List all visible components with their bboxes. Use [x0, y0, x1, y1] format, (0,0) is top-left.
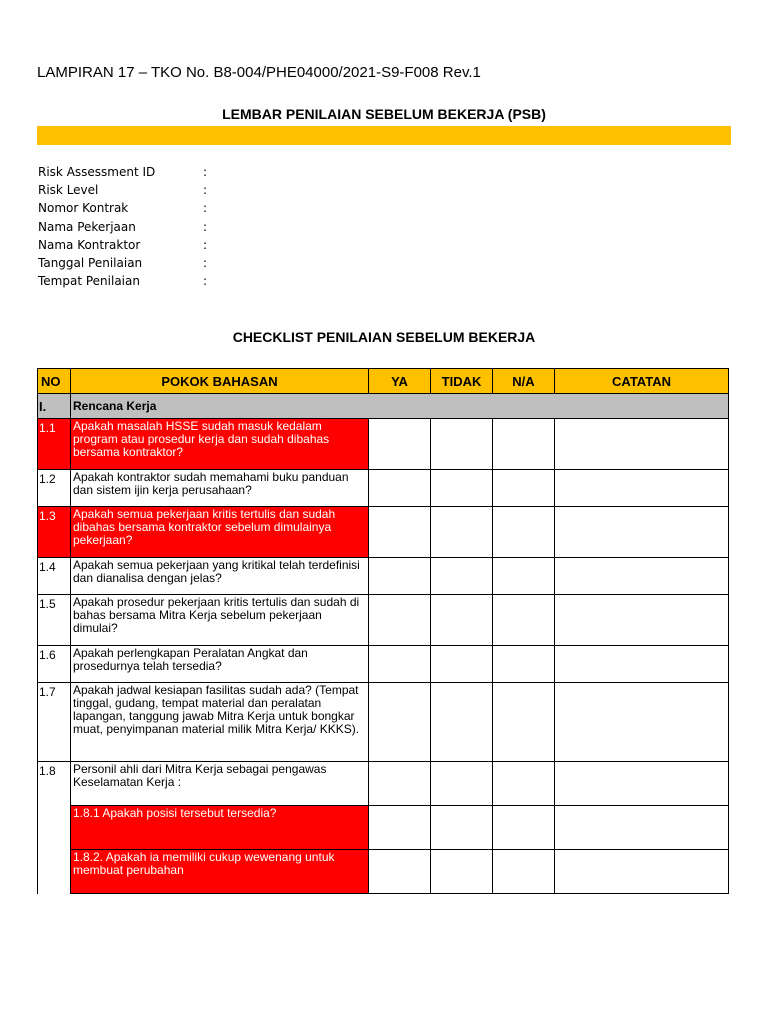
- column-header-ya: YA: [369, 369, 431, 394]
- table-row: [38, 595, 729, 646]
- item-number: 1.6: [38, 646, 71, 683]
- info-row-risk-level: [38, 181, 338, 199]
- info-colon: :: [203, 255, 208, 270]
- info-label: Tanggal Penilaian: [38, 255, 143, 270]
- checklist-table: [37, 368, 729, 894]
- item-number-blank: [38, 850, 71, 894]
- cell-tidak[interactable]: [431, 762, 493, 806]
- cell-catatan[interactable]: [555, 646, 729, 683]
- cell-catatan[interactable]: [555, 558, 729, 595]
- table-row: [38, 558, 729, 595]
- table-row: [38, 850, 729, 894]
- cell-ya[interactable]: [369, 419, 431, 470]
- cell-catatan[interactable]: [555, 470, 729, 507]
- cell-catatan[interactable]: [555, 419, 729, 470]
- document-reference: LAMPIRAN 17 – TKO No. B8-004/PHE04000/2021-S9-F008 Rev.1: [37, 64, 481, 81]
- cell-tidak[interactable]: [431, 595, 493, 646]
- cell-ya[interactable]: [369, 850, 431, 894]
- cell-na[interactable]: [493, 806, 555, 850]
- item-question: Apakah jadwal kesiapan fasilitas sudah ada? (Tempat tinggal, gudang, tempat material dan peralatan lapangan, tanggung jawab Mitra Kerja untuk bongkar muat, penyimpanan material milik Mitra Kerja/ KKKS).: [71, 683, 369, 762]
- cell-tidak[interactable]: [431, 850, 493, 894]
- info-colon: :: [203, 183, 208, 198]
- info-row-tempat-penilaian: [38, 272, 338, 290]
- cell-na[interactable]: [493, 595, 555, 646]
- item-question: Personil ahli dari Mitra Kerja sebagai pengawas Keselamatan Kerja :: [71, 762, 369, 806]
- cell-ya[interactable]: [369, 646, 431, 683]
- info-row-nama-kontraktor: [38, 236, 338, 254]
- cell-ya[interactable]: [369, 558, 431, 595]
- cell-catatan[interactable]: [555, 507, 729, 558]
- item-number: 1.5: [38, 595, 71, 646]
- title-highlight-bar: [37, 126, 731, 145]
- item-number: 1.8: [38, 762, 71, 806]
- info-colon: :: [203, 237, 208, 252]
- item-question: Apakah masalah HSSE sudah masuk kedalam program atau prosedur kerja dan sudah dibahas bersama kontraktor?: [71, 419, 369, 470]
- info-label: Risk Assessment ID: [38, 165, 156, 179]
- cell-ya[interactable]: [369, 507, 431, 558]
- item-number-blank: [38, 806, 71, 850]
- cell-na[interactable]: [493, 419, 555, 470]
- table-row: [38, 762, 729, 806]
- column-header-tidak: TIDAK: [431, 369, 493, 394]
- document-title: LEMBAR PENILAIAN SEBELUM BEKERJA (PSB): [222, 106, 546, 122]
- info-row-nomor-kontrak: [38, 199, 338, 217]
- cell-ya[interactable]: [369, 470, 431, 507]
- section-number: I.: [38, 394, 71, 419]
- cell-ya[interactable]: [369, 762, 431, 806]
- cell-tidak[interactable]: [431, 806, 493, 850]
- cell-tidak[interactable]: [431, 470, 493, 507]
- checklist-title: CHECKLIST PENILAIAN SEBELUM BEKERJA: [232, 329, 536, 345]
- cell-tidak[interactable]: [431, 683, 493, 762]
- info-row-tanggal-penilaian: [38, 254, 338, 272]
- info-colon: :: [203, 274, 208, 289]
- item-question: Apakah semua pekerjaan yang kritikal telah terdefinisi dan dianalisa dengan jelas?: [71, 558, 369, 595]
- column-header-catatan: CATATAN: [555, 369, 729, 394]
- item-number: 1.7: [38, 683, 71, 762]
- section-title: Rencana Kerja: [71, 394, 729, 419]
- cell-ya[interactable]: [369, 683, 431, 762]
- column-header-na: N/A: [493, 369, 555, 394]
- cell-na[interactable]: [493, 470, 555, 507]
- item-question: Apakah semua pekerjaan kritis tertulis dan sudah dibahas bersama kontraktor sebelum dimulainya pekerjaan?: [71, 507, 369, 558]
- cell-catatan[interactable]: [555, 595, 729, 646]
- info-label: Tempat Penilaian: [38, 274, 140, 289]
- subitem-question: 1.8.2. Apakah ia memiliki cukup wewenang untuk membuat perubahan: [71, 850, 369, 894]
- cell-na[interactable]: [493, 683, 555, 762]
- cell-na[interactable]: [493, 646, 555, 683]
- info-row-risk-assessment-id: [38, 163, 338, 181]
- assessment-info: [38, 163, 338, 290]
- table-row: [38, 419, 729, 470]
- info-label: Risk Level: [38, 183, 99, 198]
- item-question: Apakah kontraktor sudah memahami buku panduan dan sistem ijin kerja perusahaan?: [71, 470, 369, 507]
- cell-na[interactable]: [493, 850, 555, 894]
- table-row: [38, 507, 729, 558]
- column-header-no: NO: [38, 369, 71, 394]
- info-label: Nomor Kontrak: [38, 201, 129, 216]
- table-header-row: [38, 369, 729, 394]
- info-colon: :: [203, 201, 208, 216]
- table-row: [38, 470, 729, 507]
- cell-tidak[interactable]: [431, 558, 493, 595]
- info-colon: :: [203, 165, 208, 179]
- item-number: 1.2: [38, 470, 71, 507]
- item-number: 1.1: [38, 419, 71, 470]
- table-row: [38, 806, 729, 850]
- item-question: Apakah perlengkapan Peralatan Angkat dan prosedurnya telah tersedia?: [71, 646, 369, 683]
- item-number: 1.3: [38, 507, 71, 558]
- cell-tidak[interactable]: [431, 507, 493, 558]
- cell-tidak[interactable]: [431, 646, 493, 683]
- cell-catatan[interactable]: [555, 762, 729, 806]
- cell-catatan[interactable]: [555, 850, 729, 894]
- cell-catatan[interactable]: [555, 806, 729, 850]
- cell-catatan[interactable]: [555, 683, 729, 762]
- table-row: [38, 646, 729, 683]
- info-colon: :: [203, 219, 208, 234]
- info-label: Nama Kontraktor: [38, 237, 141, 252]
- table-row: [38, 683, 729, 762]
- cell-na[interactable]: [493, 507, 555, 558]
- cell-na[interactable]: [493, 762, 555, 806]
- info-row-nama-pekerjaan: [38, 218, 338, 236]
- cell-ya[interactable]: [369, 595, 431, 646]
- cell-na[interactable]: [493, 558, 555, 595]
- section-row: [38, 394, 729, 419]
- column-header-topic: POKOK BAHASAN: [71, 369, 369, 394]
- info-label: Nama Pekerjaan: [38, 219, 136, 234]
- subitem-question: 1.8.1 Apakah posisi tersebut tersedia?: [71, 806, 369, 850]
- cell-ya[interactable]: [369, 806, 431, 850]
- cell-tidak[interactable]: [431, 419, 493, 470]
- item-number: 1.4: [38, 558, 71, 595]
- item-question: Apakah prosedur pekerjaan kritis tertulis dan sudah di bahas bersama Mitra Kerja sebelum pekerjaan dimulai?: [71, 595, 369, 646]
